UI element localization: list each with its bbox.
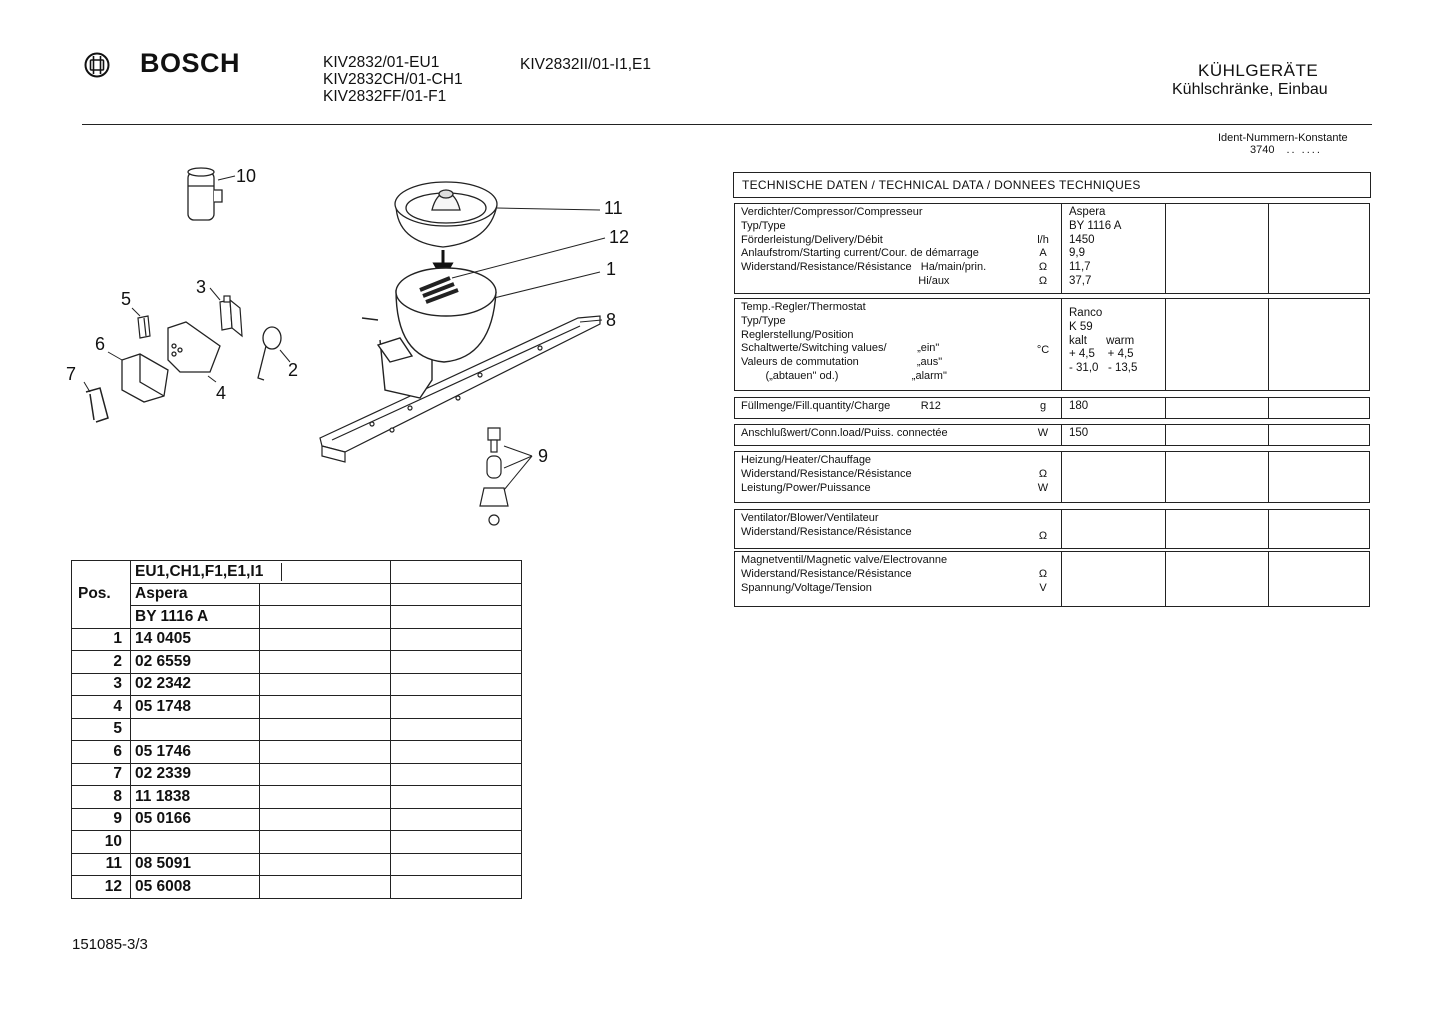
pos-cell: 11 — [72, 853, 131, 876]
empty-cell — [391, 718, 522, 741]
thermostat-labels: Temp.-Regler/Thermostat Typ/Type Reglerstellung/Position Schaltwerte/Switching values/ „ein" Valeurs de commutation „aus" („abtauen" od.) „alarm" — [741, 301, 947, 382]
model-number: KIV2832/01-EU1 — [323, 54, 440, 71]
empty-cell — [260, 628, 391, 651]
pos-header: Pos. — [72, 561, 131, 629]
variant-header — [131, 561, 391, 584]
charge-unit: g — [1039, 400, 1047, 412]
callout-2: 2 — [288, 360, 299, 380]
empty-cell — [391, 831, 522, 854]
callout-5: 5 — [121, 289, 132, 309]
callout-9: 9 — [538, 446, 549, 466]
part-number-cell: 14 0405 — [131, 628, 260, 651]
pos-cell: 5 — [72, 718, 131, 741]
heater-section — [734, 451, 1370, 503]
part-number-cell: 02 2342 — [131, 673, 260, 696]
mounting-feet-icon — [480, 428, 508, 525]
connload-section — [734, 424, 1370, 446]
empty-cell — [260, 651, 391, 674]
pos-cell: 12 — [72, 876, 131, 899]
pos-cell: 10 — [72, 831, 131, 854]
category-subtitle: Kühlschränke, Einbau — [1172, 81, 1328, 98]
empty-cell — [391, 651, 522, 674]
heater-labels: Heizung/Heater/Chauffage Widerstand/Resistance/Résistance Leistung/Power/Puissance — [741, 454, 912, 494]
thermostat-clip-icon — [138, 316, 150, 338]
table-row — [72, 628, 522, 651]
table-row — [72, 808, 522, 831]
ident-label: Ident-Nummern-Konstante — [1218, 132, 1348, 144]
empty-cell — [391, 696, 522, 719]
connload-label: Anschlußwert/Conn.load/Puiss. connectée — [741, 427, 948, 439]
empty-cell — [391, 808, 522, 831]
connload-unit: W — [1037, 427, 1049, 439]
part-number-cell: 05 1748 — [131, 696, 260, 719]
table-row — [72, 786, 522, 809]
callout-11: 11 — [604, 198, 623, 218]
pos-cell: 6 — [72, 741, 131, 764]
callout-1: 1 — [606, 259, 617, 279]
tech-data-header — [733, 172, 1371, 198]
part-number-cell: 02 6559 — [131, 651, 260, 674]
blower-section — [734, 509, 1370, 549]
empty-cell — [260, 673, 391, 696]
empty-cell — [391, 673, 522, 696]
model-number: KIV2832FF/01-F1 — [323, 88, 447, 105]
part-number-cell — [131, 831, 260, 854]
table-row — [72, 651, 522, 674]
compressor-units: l/h A Ω Ω — [1037, 233, 1049, 287]
compressor-labels: Verdichter/Compressor/Compresseur Typ/Type Förderleistung/Delivery/Débit Anlaufstrom/Starting current/Cour. de démarrage Widerstand/Resistance/Résistance Ha/main/prin. Hi/aux — [741, 206, 987, 287]
capacitor-icon — [188, 168, 222, 220]
part-number-cell: 05 0166 — [131, 808, 260, 831]
table-row — [72, 561, 522, 584]
callout-10: 10 — [236, 166, 257, 186]
parts-table — [71, 560, 522, 899]
valve-units: Ω V — [1038, 567, 1048, 594]
pos-cell: 9 — [72, 808, 131, 831]
ident-value-line — [1250, 144, 1322, 156]
part-number-cell — [131, 718, 260, 741]
blower-units: Ω — [1038, 529, 1048, 542]
thermostat-section — [734, 298, 1370, 391]
relay-icon — [220, 296, 242, 336]
cover-icon — [168, 322, 220, 372]
empty-cell — [391, 628, 522, 651]
empty-cell — [260, 831, 391, 854]
ident-value: 3740 — [1250, 144, 1275, 156]
part-number-cell: 02 2339 — [131, 763, 260, 786]
charge-value: 180 — [1069, 400, 1089, 412]
empty-cell — [391, 876, 522, 899]
thermostat-units: °C — [1036, 344, 1050, 357]
empty-cell — [391, 853, 522, 876]
empty-cell — [260, 808, 391, 831]
exploded-parts-diagram — [60, 150, 660, 535]
table-row — [72, 763, 522, 786]
header-divider — [82, 124, 1372, 125]
part-number-cell: 05 1746 — [131, 741, 260, 764]
part-number-cell: 11 1838 — [131, 786, 260, 809]
overload-protector-icon — [122, 354, 168, 402]
table-row — [72, 853, 522, 876]
maker-cell: Aspera — [131, 583, 260, 606]
brand-name: BOSCH — [140, 48, 241, 78]
empty-cell — [260, 853, 391, 876]
empty-cell — [391, 786, 522, 809]
callout-7: 7 — [66, 364, 77, 384]
table-row — [72, 673, 522, 696]
part-number-cell: 05 6008 — [131, 876, 260, 899]
valve-section — [734, 551, 1370, 607]
empty-cell — [260, 786, 391, 809]
table-row — [72, 831, 522, 854]
compressor-section — [734, 203, 1370, 294]
table-row — [72, 741, 522, 764]
bracket-icon — [86, 388, 108, 422]
pos-cell: 4 — [72, 696, 131, 719]
part-number-cell: 08 5091 — [131, 853, 260, 876]
bosch-logo-icon — [84, 52, 110, 78]
callout-3: 3 — [196, 277, 207, 297]
empty-cell — [391, 741, 522, 764]
tech-data-title: TECHNISCHE DATEN / TECHNICAL DATA / DONNEES TECHNIQUES — [742, 178, 1141, 192]
model-list — [323, 54, 463, 105]
charge-label: Füllmenge/Fill.quantity/Charge R12 — [741, 400, 941, 412]
empty-cell — [260, 876, 391, 899]
charge-section — [734, 397, 1370, 419]
pos-cell: 7 — [72, 763, 131, 786]
table-row — [72, 583, 522, 606]
blower-labels: Ventilator/Blower/Ventilateur Widerstand/Resistance/Résistance — [741, 512, 912, 538]
table-row — [72, 606, 522, 629]
pos-cell: 3 — [72, 673, 131, 696]
thermostat-values: Ranco K 59 kalt warm + 4,5 + 4,5 - 31,0 - 13,5 — [1069, 307, 1138, 375]
empty-cell — [260, 718, 391, 741]
connload-value: 150 — [1069, 427, 1089, 439]
type-cell: BY 1116 A — [131, 606, 260, 629]
pos-cell: 2 — [72, 651, 131, 674]
compressor-values: Aspera BY 1116 A 1450 9,9 11,7 37,7 — [1069, 206, 1122, 287]
category-title: KÜHLGERÄTE — [1198, 61, 1319, 80]
empty-cell — [260, 696, 391, 719]
callout-8: 8 — [606, 310, 617, 330]
variant-label: EU1,CH1,F1,E1,I1 — [131, 563, 282, 581]
heater-units: Ω W — [1037, 467, 1049, 494]
table-row — [72, 718, 522, 741]
empty-cell — [260, 741, 391, 764]
document-number: 151085-3/3 — [72, 936, 148, 953]
callout-4: 4 — [216, 383, 227, 403]
drip-tray-icon — [395, 182, 497, 247]
pos-cell: 8 — [72, 786, 131, 809]
empty-cell — [391, 763, 522, 786]
pos-cell: 1 — [72, 628, 131, 651]
model-number: KIV2832CH/01-CH1 — [323, 71, 463, 88]
table-row — [72, 876, 522, 899]
callout-6: 6 — [95, 334, 106, 354]
table-row — [72, 696, 522, 719]
cable-clip-icon — [258, 327, 281, 380]
ident-dots: .. .... — [1286, 144, 1322, 156]
valve-labels: Magnetventil/Magnetic valve/Electrovanne Widerstand/Resistance/Résistance Spannung/Voltage/Tension — [741, 554, 948, 594]
callout-12: 12 — [609, 227, 630, 247]
model-number: KIV2832II/01-I1,E1 — [520, 56, 651, 73]
empty-cell — [260, 763, 391, 786]
